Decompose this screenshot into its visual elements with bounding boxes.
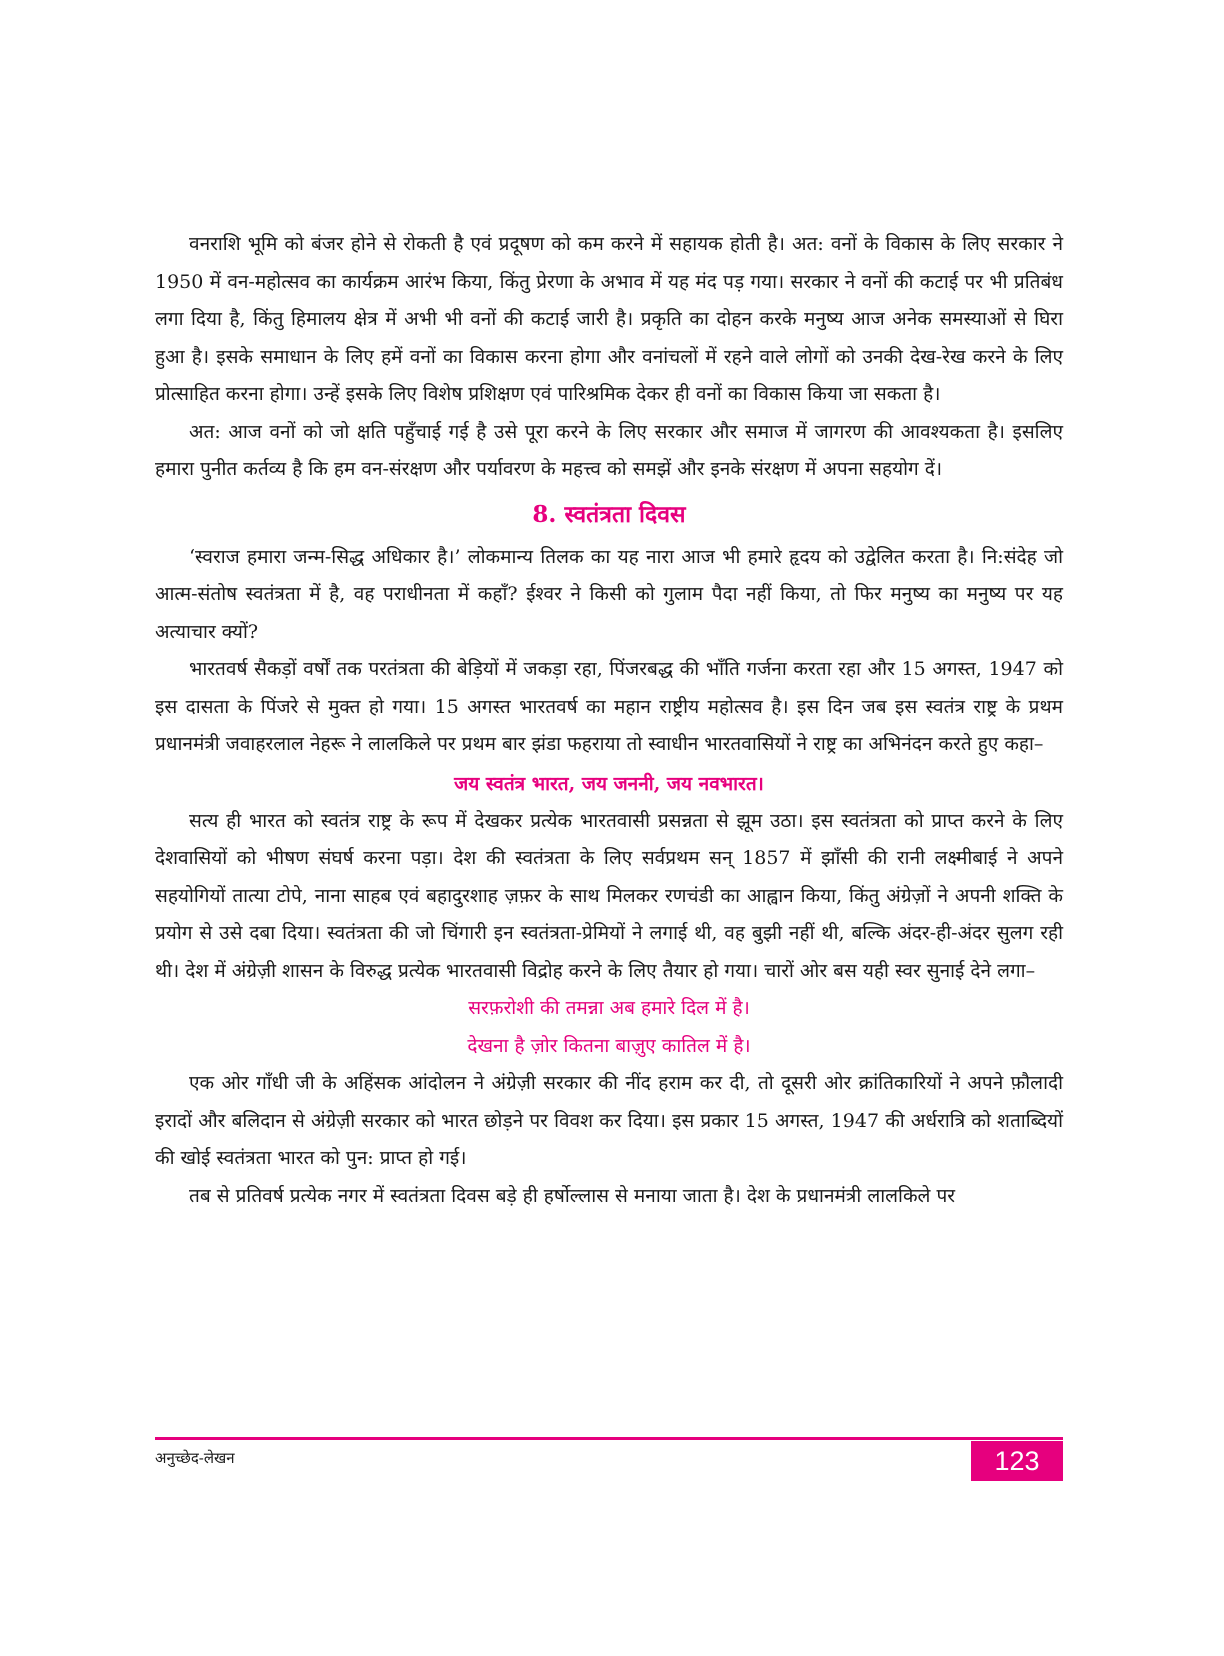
paragraph-independence-day: भारतवर्ष सैकड़ों वर्षों तक परतंत्रता की बेड़ियों में जकड़ा रहा, पिंजरबद्ध की भाँति गर्जना करता रहा और 15 अगस्त, 1947 को इस दासता के पिंजरे से मुक्त हो गया। 15 अगस्त भारतवर्ष का महान राष्ट्रीय महोत्सव है। इस दिन जब इस स्वतंत्र राष्ट्र के प्रथम प्रधानमंत्री जवाहरलाल नेहरू ने लालकिले पर प्रथम बार झंडा फहराया तो स्वाधीन भारतवासियों ने राष्ट्र का अभिनंदन करते हुए कहा–	[155, 658, 1063, 755]
paragraph-forest-conclusion: अत: आज वनों को जो क्षति पहुँचाई गई है उसे पूरा करने के लिए सरकार और समाज में जागरण की आवश्यकता है। इसलिए हमारा पुनीत कर्तव्य है कि हम वन-संरक्षण और पर्यावरण के महत्त्व को समझें और इनके संरक्षण में अपना सहयोग दें।	[155, 420, 1063, 480]
verse-line: सरफ़रोशी की तमन्ना अब हमारे दिल में है।	[468, 997, 750, 1019]
paragraph-swaraj: ‘स्वराज हमारा जन्म-सिद्ध अधिकार है।’ लोकमान्य तिलक का यह नारा आज भी हमारे हृदय को उद्वेलित करता है। नि:संदेह जो आत्म-संतोष स्वतंत्रता में है, वह पराधीनता में कहाँ? ईश्वर ने किसी को गुलाम पैदा नहीं किया, तो फिर मनुष्य का मनुष्य पर यह अत्याचार क्यों?	[155, 545, 1063, 643]
footer-chapter-label: अनुच्छेद-लेखन	[155, 1449, 235, 1467]
verse-line: देखना है ज़ोर कितना बाज़ुए कातिल में है।	[467, 1034, 751, 1057]
page-number: 123	[971, 1441, 1063, 1481]
footer-divider	[155, 1437, 1063, 1440]
section-title: 8. स्वतंत्रता दिवस	[532, 500, 686, 528]
page-content	[155, 226, 1063, 1215]
paragraph-forest-development: वनराशि भूमि को बंजर होने से रोकती है एवं प्रदूषण को कम करने में सहायक होती है। अत: वनों के विकास के लिए सरकार ने 1950 में वन-महोत्सव का कार्यक्रम आरंभ किया, किंतु प्रेरणा के अभाव में यह मंद पड़ गया। सरकार ने वनों की कटाई पर भी प्रतिबंध लगा दिया है, किंतु हिमालय क्षेत्र में अभी भी वनों की कटाई जारी है। प्रकृति का दोहन करके मनुष्य आज अनेक समस्याओं से घिरा हुआ है। इसके समाधान के लिए हमें वनों का विकास करना होगा और वनांचलों में रहने वाले लोगों को उनकी देख-रेख करने के लिए प्रोत्साहित करना होगा। उन्हें इसके लिए विशेष प्रशिक्षण एवं पारिश्रमिक देकर ही वनों का विकास किया जा सकता है।	[155, 233, 1063, 405]
slogan: जय स्वतंत्र भारत, जय जननी, जय नवभारत।	[454, 772, 764, 795]
paragraph-freedom-struggle: सत्य ही भारत को स्वतंत्र राष्ट्र के रूप में देखकर प्रत्येक भारतवासी प्रसन्नता से झूम उठा। इस स्वतंत्रता को प्राप्त करने के लिए देशवासियों को भीषण संघर्ष करना पड़ा। देश की स्वतंत्रता के लिए सर्वप्रथम सन् 1857 में झाँसी की रानी लक्ष्मीबाई ने अपने सहयोगियों तात्या टोपे, नाना साहब एवं बहादुरशाह ज़फ़र के साथ मिलकर रणचंडी का आह्वान किया, किंतु अंग्रेज़ों ने अपनी शक्ति के प्रयोग से उसे दबा दिया। स्वतंत्रता की जो चिंगारी इन स्वतंत्रता-प्रेमियों ने लगाई थी, वह बुझी नहीं थी, बल्कि अंदर-ही-अंदर सुलग रही थी। देश में अंग्रेज़ी शासन के विरुद्ध प्रत्येक भारतवासी विद्रोह करने के लिए तैयार हो गया। चारों ओर बस यही स्वर सुनाई देने लगा–	[155, 809, 1063, 982]
paragraph-celebration: तब से प्रतिवर्ष प्रत्येक नगर में स्वतंत्रता दिवस बड़े ही हर्षोल्लास से मनाया जाता है। देश के प्रधानमंत्री लालकिले पर	[189, 1184, 956, 1207]
paragraph-gandhi-revolutionaries: एक ओर गाँधी जी के अहिंसक आंदोलन ने अंग्रेज़ी सरकार की नींद हराम कर दी, तो दूसरी ओर क्रांतिकारियों ने अपने फ़ौलादी इरादों और बलिदान से अंग्रेज़ी सरकार को भारत छोड़ने पर विवश कर दिया। इस प्रकार 15 अगस्त, 1947 की अर्धरात्रि को शताब्दियों की खोई स्वतंत्रता भारत को पुन: प्राप्त हो गई।	[155, 1072, 1063, 1169]
